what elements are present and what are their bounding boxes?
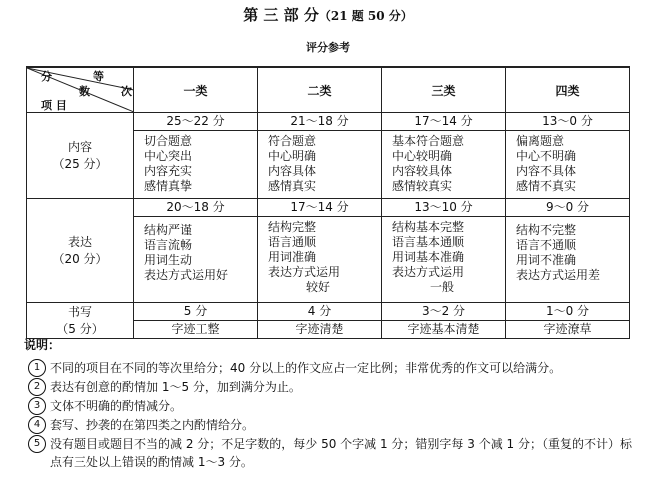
writing-category-cell [27,303,134,339]
content-range-3: 17～14 分 [382,113,506,131]
content-range-1: 25～22 分 [134,113,258,131]
note-item [24,378,634,396]
expression-range-3: 13～10 分 [382,199,506,217]
writing-desc-2: 字迹清楚 [258,321,382,339]
desc-line: 符合题意 [268,134,317,148]
writing-range-1: 5 分 [134,303,258,321]
expression-desc-2 [258,217,382,303]
desc-line: 用词准确 [268,250,317,264]
expression-label: 表达 [67,234,92,249]
desc-line: 切合题意 [144,134,193,148]
circled-number-icon: 2 [28,378,46,396]
writing-points: （5 分） [56,321,104,336]
note-item [24,359,634,377]
level-header-3: 三类 [382,67,506,113]
desc-line: 表达方式运用差 [516,268,601,282]
desc-line: 感情不真实 [516,179,577,193]
writing-desc-1: 字迹工整 [134,321,258,339]
level-header-4: 四类 [506,67,630,113]
desc-line: 一般 [430,280,455,294]
level-header-1: 一类 [134,67,258,113]
expression-desc-4 [506,217,630,303]
desc-line: 感情真挚 [144,179,193,193]
desc-line: 内容充实 [144,164,193,178]
writing-range-4: 1～0 分 [506,303,630,321]
note-text: 没有题目或题目不当的减 2 分；不足字数的，每少 50 个字减 1 分；错别字每 3 个减 1 分；（重复的不计）标点有三处以上错误的酌情减 1～3 分。 [50,437,632,469]
desc-line: 内容不具体 [516,164,577,178]
expression-points: （20 分） [52,251,108,266]
desc-line: 语言流畅 [144,238,193,252]
notes-section [24,336,634,472]
diag-label-xiangmu: 项 目 [41,99,67,112]
desc-line: 感情真实 [268,179,317,193]
desc-line: 表达方式运用 [392,265,465,279]
expression-range-2: 17～14 分 [258,199,382,217]
writing-range-2: 4 分 [258,303,382,321]
diag-label-fen: 分 [41,70,52,83]
desc-line: 偏离题意 [516,134,565,148]
content-desc-4 [506,131,630,199]
desc-line: 表达方式运用 [268,265,341,279]
note-item [24,397,634,415]
note-text: 文体不明确的酌情减分。 [50,399,183,413]
desc-line: 语言通顺 [268,235,317,249]
desc-line: 表达方式运用好 [144,268,229,282]
desc-line: 结构基本完整 [392,220,465,234]
circled-number-icon: 5 [28,435,46,453]
writing-label: 书写 [67,304,92,319]
content-points: （25 分） [52,156,108,171]
note-text: 套写、抄袭的在第四类之内酌情给分。 [50,418,255,432]
desc-line: 中心明确 [268,149,317,163]
content-desc-3 [382,131,506,199]
expression-desc-1 [134,217,258,303]
desc-line: 中心不明确 [516,149,577,163]
content-range-4: 13～0 分 [506,113,630,131]
notes-heading: 说明： [24,338,61,352]
circled-number-icon: 4 [28,416,46,434]
desc-line: 中心突出 [144,149,193,163]
circled-number-icon: 1 [28,359,46,377]
writing-range-3: 3～2 分 [382,303,506,321]
note-text: 不同的项目在不同的等次里给分；40 分以上的作文应占一定比例；非常优秀的作文可以给满分。 [50,361,562,375]
desc-line: 用词基本准确 [392,250,465,264]
diag-label-ci: 次 [121,85,132,98]
diag-label-deng: 等 [93,70,104,83]
expression-category-cell [27,199,134,303]
note-item [24,416,634,434]
desc-line: 内容具体 [268,164,317,178]
desc-line: 用词不准确 [516,253,577,267]
desc-line: 内容较具体 [392,164,453,178]
section-title [0,4,656,25]
section-title-main: 第 三 部 分 [243,6,319,24]
circled-number-icon: 3 [28,397,46,415]
desc-line: 基本符合题意 [392,134,465,148]
desc-line: 感情较真实 [392,179,453,193]
desc-line: 结构完整 [268,220,317,234]
section-title-sub: （21 题 50 分） [318,9,413,23]
note-item [24,435,634,471]
content-desc-1 [134,131,258,199]
level-header-2: 二类 [258,67,382,113]
expression-range-row [27,199,630,217]
desc-line: 结构不完整 [516,223,577,237]
content-desc-2 [258,131,382,199]
desc-line: 语言不通顺 [516,238,577,252]
scoring-table [26,66,630,339]
expression-range-4: 9～0 分 [506,199,630,217]
content-range-2: 21～18 分 [258,113,382,131]
desc-line: 用词生动 [144,253,193,267]
content-label: 内容 [67,139,92,154]
writing-desc-4: 字迹潦草 [506,321,630,339]
table-caption: 评分参考 [306,41,350,54]
desc-line: 语言基本通顺 [392,235,465,249]
diag-label-shu: 数 [79,85,90,98]
desc-line: 中心较明确 [392,149,453,163]
diagonal-header-cell [27,67,134,113]
content-category-cell [27,113,134,199]
header-row [27,67,630,113]
desc-line: 结构严谨 [144,223,193,237]
content-range-row [27,113,630,131]
desc-line: 较好 [306,280,331,294]
expression-range-1: 20～18 分 [134,199,258,217]
writing-desc-3: 字迹基本清楚 [382,321,506,339]
writing-range-row [27,303,630,321]
note-text: 表达有创意的酌情加 1～5 分，加到满分为止。 [50,380,301,394]
expression-desc-3 [382,217,506,303]
